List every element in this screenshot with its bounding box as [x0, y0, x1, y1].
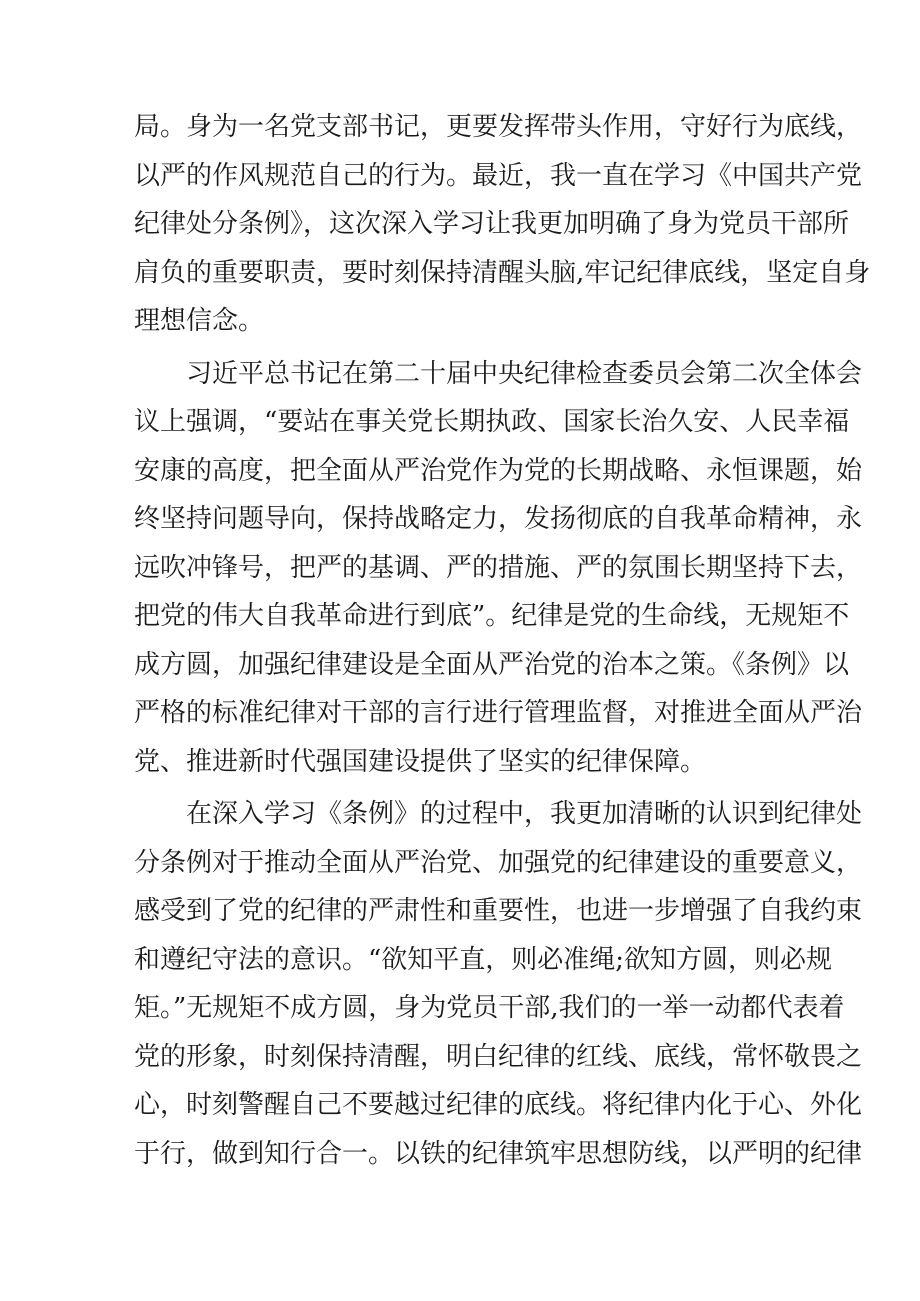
- text-line: 党的形象，时刻保持清醒，明白纪律的红线、底线，常怀敬畏之: [134, 1041, 863, 1072]
- text-line: 严格的标准纪律对干部的言行进行管理监督，对推进全面从严治: [134, 698, 863, 728]
- text-line: 理想信念。: [134, 306, 265, 336]
- text-line: 于行，做到知行合一。以铁的纪律筑牢思想防线，以严明的纪律: [134, 1138, 863, 1169]
- text-line: 分条例对于推动全面从严治党、加强党的纪律建设的重要意义，: [134, 847, 863, 878]
- paragraph-1: [134, 103, 871, 346]
- text-line: 安康的高度，把全面从严治党作为党的长期战略、永恒课题，始: [134, 455, 863, 486]
- text-line: 远吹冲锋号，把严的基调、严的措施、严的氛围长期坚持下去，: [134, 552, 863, 583]
- text-line: 心，时刻警醒自己不要越过纪律的底线。将纪律内化于心、外化: [134, 1090, 863, 1120]
- document-body: [134, 103, 871, 1178]
- text-line: 把党的伟大自我革命进行到底”。纪律是党的生命线，无规矩不: [134, 601, 850, 631]
- text-line: 党、推进新时代强国建设提供了坚实的纪律保障。: [134, 746, 707, 777]
- text-line: 以严的作风规范自己的行为。最近，我一直在学习《中国共产党: [134, 160, 863, 191]
- text-line: 议上强调，“要站在事关党长期执政、国家长治久安、人民幸福: [134, 407, 850, 437]
- paragraph-3: [134, 790, 863, 1178]
- text-line: 纪律处分条例》，这次深入学习让我更加明确了身为党员干部所: [134, 209, 850, 239]
- text-line: 和遵纪守法的意识。“欲知平直，则必准绳;欲知方圆，则必规: [134, 944, 833, 975]
- paragraph-2: [134, 350, 863, 787]
- text-line: 矩。”无规矩不成方圆，身为党员干部,我们的一举一动都代表着: [134, 993, 845, 1023]
- text-line: 终坚持问题导向，保持战略定力，发扬彻底的自我革命精神，永: [134, 504, 863, 534]
- text-line: 局。身为一名党支部书记，更要发挥带头作用，守好行为底线，: [134, 112, 863, 142]
- text-line: 肩负的重要职责，要时刻保持清醒头脑,牢记纪律底线，坚定自身: [134, 257, 871, 288]
- text-line: 成方圆，加强纪律建设是全面从严治党的治本之策。《条例》以: [134, 649, 850, 680]
- text-line: 感受到了党的纪律的严肃性和重要性，也进一步增强了自我约束: [134, 896, 863, 926]
- text-line: 在深入学习《条例》的过程中，我更加清晰的认识到纪律处: [186, 799, 863, 829]
- text-line: 习近平总书记在第二十届中央纪律检查委员会第二次全体会: [186, 358, 863, 389]
